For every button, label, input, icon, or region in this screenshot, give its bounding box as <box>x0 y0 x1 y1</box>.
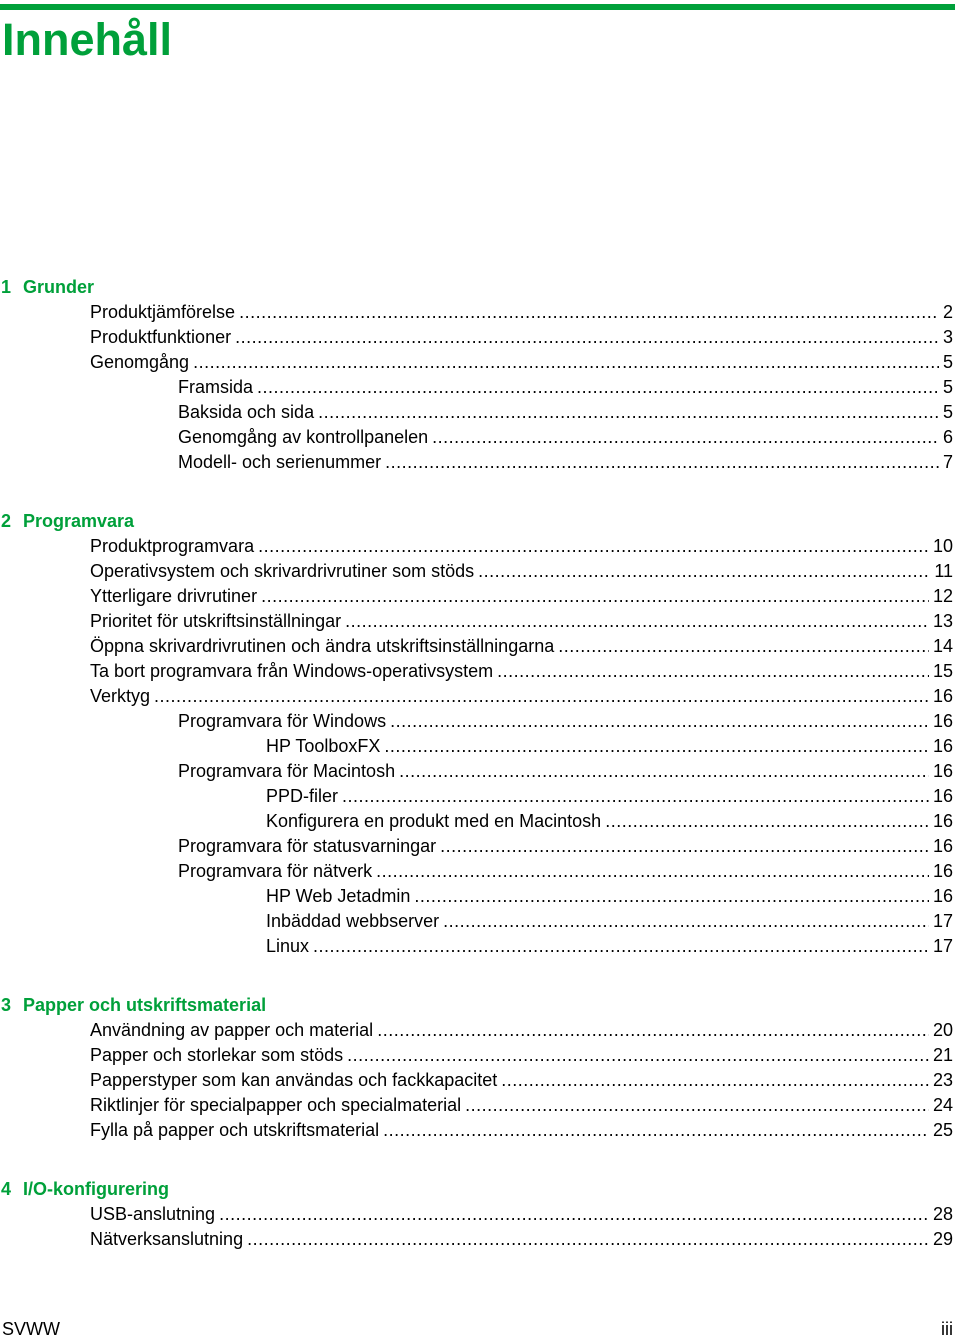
entry-page-number: 11 <box>934 561 953 581</box>
entry-page-number: 17 <box>932 911 953 931</box>
dot-leader <box>399 759 929 784</box>
toc-entry[interactable] <box>0 1043 953 1068</box>
entry-title: USB-anslutning <box>90 1204 216 1224</box>
toc-entry[interactable] <box>0 375 953 400</box>
footer-doc-code: SVWW <box>2 1319 60 1339</box>
dot-leader <box>154 684 929 709</box>
toc-entry[interactable] <box>0 559 953 584</box>
dot-leader <box>342 784 929 809</box>
entry-title: Framsida <box>178 377 254 397</box>
entry-page-number: 16 <box>932 761 953 781</box>
toc-entry[interactable] <box>0 609 953 634</box>
toc-entry[interactable] <box>0 909 953 934</box>
dot-leader <box>497 659 929 684</box>
dot-leader <box>377 1018 929 1043</box>
entry-title: Produktjämförelse <box>90 302 236 322</box>
toc-entry[interactable] <box>0 734 953 759</box>
toc-entry[interactable] <box>0 834 953 859</box>
toc-entry[interactable] <box>0 1018 953 1043</box>
toc-entry[interactable] <box>0 709 953 734</box>
chapter-title: Grunder <box>23 277 95 297</box>
entry-page-number: 23 <box>932 1070 953 1090</box>
entry-title: PPD-filer <box>266 786 339 806</box>
entry-page-number: 16 <box>932 886 953 906</box>
toc-entry[interactable] <box>0 759 953 784</box>
dot-leader <box>440 834 929 859</box>
entry-title: Inbäddad webbserver <box>266 911 440 931</box>
chapter-number: 3 <box>1 995 12 1015</box>
toc-entry[interactable] <box>0 300 953 325</box>
chapter-heading[interactable] <box>0 275 953 300</box>
entry-page-number: 13 <box>932 611 953 631</box>
toc-entry[interactable] <box>0 684 953 709</box>
entry-page-number: 24 <box>932 1095 953 1115</box>
toc-entry[interactable] <box>0 884 953 909</box>
dot-leader <box>257 375 939 400</box>
toc-entry[interactable] <box>0 934 953 959</box>
entry-title: Prioritet för utskriftsinställningar <box>90 611 342 631</box>
entry-page-number: 16 <box>932 736 953 756</box>
toc-chapter <box>0 1177 953 1252</box>
entry-page-number: 5 <box>942 352 953 372</box>
entry-title: Linux <box>266 936 310 956</box>
entry-page-number: 16 <box>932 686 953 706</box>
entry-page-number: 15 <box>932 661 953 681</box>
entry-page-number: 17 <box>932 936 953 956</box>
entry-title: Riktlinjer för specialpapper och specialmaterial <box>90 1095 462 1115</box>
entry-title: Öppna skrivardrivrutinen och ändra utskriftsinställningarna <box>90 636 555 656</box>
dot-leader <box>345 609 929 634</box>
entry-page-number: 6 <box>942 427 953 447</box>
entry-title: Verktyg <box>90 686 151 706</box>
entry-page-number: 10 <box>932 536 953 556</box>
chapter-number: 2 <box>1 511 12 531</box>
entry-title: Användning av papper och material <box>90 1020 374 1040</box>
toc-entry[interactable] <box>0 534 953 559</box>
dot-leader <box>414 884 929 909</box>
dot-leader <box>501 1068 929 1093</box>
dot-leader <box>432 425 939 450</box>
toc-entry[interactable] <box>0 584 953 609</box>
entry-page-number: 14 <box>932 636 953 656</box>
dot-leader <box>219 1202 929 1227</box>
entry-title: Fylla på papper och utskriftsmaterial <box>90 1120 380 1140</box>
toc-entry[interactable] <box>0 809 953 834</box>
dot-leader <box>239 300 939 325</box>
toc-entry[interactable] <box>0 1093 953 1118</box>
chapter-heading[interactable] <box>0 993 953 1018</box>
entry-title: Programvara för Windows <box>178 711 387 731</box>
dot-leader <box>261 584 929 609</box>
dot-leader <box>605 809 929 834</box>
entry-page-number: 12 <box>932 586 953 606</box>
chapter-number: 4 <box>1 1179 12 1199</box>
entry-page-number: 25 <box>932 1120 953 1140</box>
dot-leader <box>347 1043 929 1068</box>
entry-title: Baksida och sida <box>178 402 315 422</box>
entry-page-number: 28 <box>932 1204 953 1224</box>
entry-page-number: 29 <box>932 1229 953 1249</box>
dot-leader <box>318 400 939 425</box>
dot-leader <box>383 1118 929 1143</box>
toc-entry[interactable] <box>0 784 953 809</box>
dot-leader <box>258 534 929 559</box>
chapter-title: Papper och utskriftsmaterial <box>23 995 267 1015</box>
toc-entry[interactable] <box>0 325 953 350</box>
entry-title: Papperstyper som kan användas och fackkapacitet <box>90 1070 498 1090</box>
entry-title: Genomgång av kontrollpanelen <box>178 427 429 447</box>
toc-entry[interactable] <box>0 450 953 475</box>
chapter-title: I/O-konfigurering <box>23 1179 169 1199</box>
entry-title: Programvara för Macintosh <box>178 761 396 781</box>
entry-page-number: 21 <box>932 1045 953 1065</box>
dot-leader <box>193 350 939 375</box>
chapter-title: Programvara <box>23 511 135 531</box>
entry-page-number: 16 <box>932 861 953 881</box>
toc-entry[interactable] <box>0 400 953 425</box>
dot-leader <box>465 1093 929 1118</box>
entry-page-number: 7 <box>942 452 953 472</box>
title-rule <box>0 4 955 10</box>
page-title: Innehåll <box>2 14 173 65</box>
entry-title: Produktprogramvara <box>90 536 255 556</box>
entry-page-number: 3 <box>942 327 953 347</box>
entry-title: Ytterligare drivrutiner <box>90 586 258 606</box>
entry-title: Konfigurera en produkt med en Macintosh <box>266 811 602 831</box>
entry-title: Modell- och serienummer <box>178 452 382 472</box>
dot-leader <box>558 634 929 659</box>
dot-leader <box>443 909 929 934</box>
entry-title: Operativsystem och skrivardrivrutiner som stöds <box>90 561 475 581</box>
dot-leader <box>390 709 929 734</box>
footer-page-number: iii <box>941 1319 953 1339</box>
entry-title: Genomgång <box>90 352 190 372</box>
toc-chapter <box>0 509 953 959</box>
entry-page-number: 2 <box>942 302 953 322</box>
dot-leader <box>385 450 939 475</box>
toc-chapter <box>0 275 953 475</box>
dot-leader <box>313 934 929 959</box>
toc-entry[interactable] <box>0 859 953 884</box>
entry-title: Programvara för statusvarningar <box>178 836 437 856</box>
toc-entry[interactable] <box>0 1118 953 1143</box>
entry-title: Programvara för nätverk <box>178 861 373 881</box>
table-of-contents <box>0 275 953 1286</box>
entry-page-number: 20 <box>932 1020 953 1040</box>
entry-title: Ta bort programvara från Windows-operativsystem <box>90 661 494 681</box>
dot-leader <box>376 859 929 884</box>
entry-title: Produktfunktioner <box>90 327 232 347</box>
toc-entry[interactable] <box>0 659 953 684</box>
toc-entry[interactable] <box>0 1068 953 1093</box>
entry-page-number: 16 <box>932 836 953 856</box>
entry-page-number: 5 <box>942 402 953 422</box>
entry-page-number: 5 <box>942 377 953 397</box>
entry-page-number: 16 <box>932 786 953 806</box>
chapter-number: 1 <box>1 277 12 297</box>
chapter-heading[interactable] <box>0 509 953 534</box>
toc-chapter <box>0 993 953 1143</box>
dot-leader <box>235 325 939 350</box>
toc-entry[interactable] <box>0 634 953 659</box>
dot-leader <box>478 559 930 584</box>
dot-leader <box>247 1227 929 1252</box>
entry-title: Nätverksanslutning <box>90 1229 244 1249</box>
toc-entry[interactable] <box>0 1202 953 1227</box>
chapter-heading[interactable] <box>0 1177 953 1202</box>
entry-page-number: 16 <box>932 711 953 731</box>
entry-title: HP ToolboxFX <box>266 736 381 756</box>
toc-entry[interactable] <box>0 350 953 375</box>
entry-title: Papper och storlekar som stöds <box>90 1045 344 1065</box>
toc-entry[interactable] <box>0 1227 953 1252</box>
toc-entry[interactable] <box>0 425 953 450</box>
dot-leader <box>384 734 929 759</box>
entry-title: HP Web Jetadmin <box>266 886 411 906</box>
entry-page-number: 16 <box>932 811 953 831</box>
